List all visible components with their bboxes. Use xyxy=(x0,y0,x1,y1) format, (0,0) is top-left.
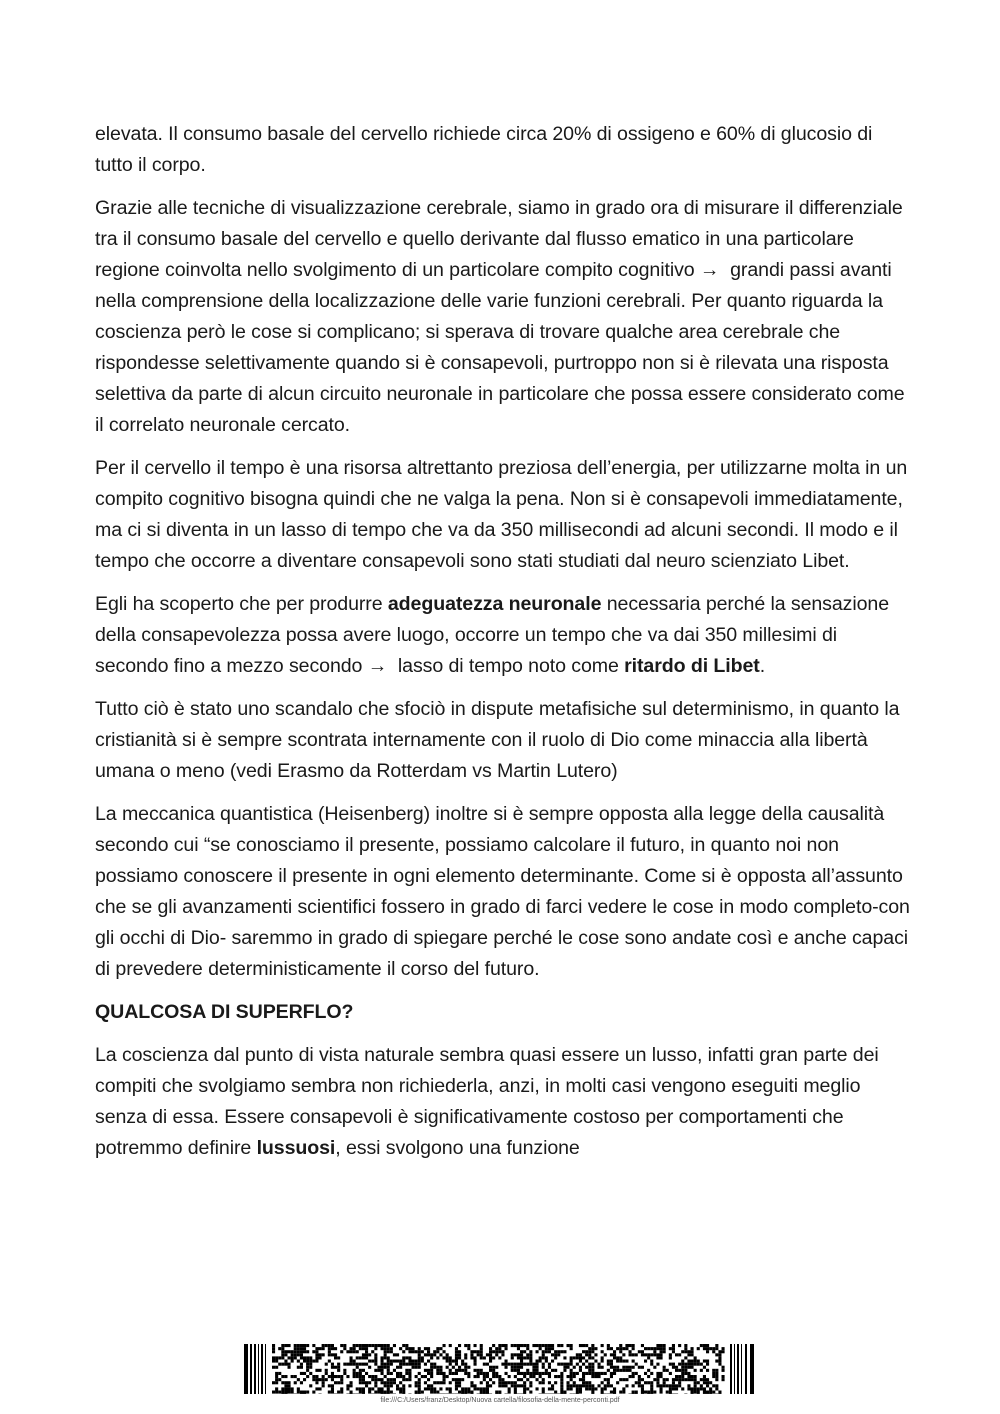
arrow-icon: → xyxy=(367,655,388,677)
paragraph: Tutto ciò è stato uno scandalo che sfociò in dispute metafisiche sul determinismo, in quanto la cristianità si è sempre scontrata internamente con il ruolo di Dio come minaccia alla libertà umana o meno (vedi Erasmo da Rotterdam vs Martin Lutero) xyxy=(95,698,900,782)
paragraph: Grazie alle tecniche di visualizzazione cerebrale, siamo in grado ora di misurare il differenziale tra il consumo basale del cervello e quello derivante dal flusso ematico in una particolare regione coinvolta nello svolgimento di un particolare compito cognitivo → grandi passi avanti nella comprensione della localizzazione delle varie funzioni cerebrali. Per quanto riguarda la coscienza però le cose si complicano; si sperava di trovare qualche area cerebrale che rispondesse selettivamente quando si è consapevoli, purtroppo non si è rilevata una risposta selettiva da parte di alcun circuito neuronale in particolare che possa essere considerato come il correlato neuronale cercato. xyxy=(95,197,905,436)
paragraph: elevata. Il consumo basale del cervello richiede circa 20% di ossigeno e 60% di glucosio di tutto il corpo. xyxy=(95,123,873,176)
paragraph: Egli ha scoperto che per produrre adeguatezza neuronale necessaria perché la sensazione della consapevolezza possa avere luogo, occorre un tempo che va dai 350 millesimi di secondo fino a mezzo secondo → lasso di tempo noto come ritardo di Libet. xyxy=(95,593,890,677)
document-body xyxy=(95,119,910,1176)
arrow-icon: → xyxy=(699,259,720,281)
bold-term: adeguatezza neuronale xyxy=(387,593,602,615)
section-heading: QUALCOSA DI SUPERFLO? xyxy=(95,1001,354,1023)
bold-term: lussuosi xyxy=(256,1137,336,1159)
page-footer xyxy=(0,1344,1000,1414)
barcode-icon xyxy=(244,1344,756,1394)
paragraph: La meccanica quantistica (Heisenberg) inoltre si è sempre opposta alla legge della causalità secondo cui “se conosciamo il presente, possiamo calcolare il futuro, in quanto noi non possiamo conoscere il presente in ogni elemento determinante. Come si è opposta all’assunto che se gli avanzamenti scientifici fossero in grado di farci vedere le cose in modo completo-con gli occhi di Dio- saremmo in grado di spiegare perché le cose sono andate così e anche capaci di prevedere deterministicamente il corso del futuro. xyxy=(95,803,910,980)
paragraph: Per il cervello il tempo è una risorsa altrettanto preziosa dell’energia, per utilizzarne molta in un compito cognitivo bisogna quindi che ne valga la pena. Non si è consapevoli immediatamente, ma ci si diventa in un lasso di tempo che va da 350 millisecondi ad alcuni secondi. Il modo e il tempo che occorre a diventare consapevoli sono stati studiati dal neuro scienziato Libet. xyxy=(95,457,908,572)
file-path: file:///C:/Users/franz/Desktop/Nuova cartella/filosofia-della-mente-perconti.pdf xyxy=(380,1397,620,1404)
paragraph: La coscienza dal punto di vista naturale sembra quasi essere un lusso, infatti gran parte dei compiti che svolgiamo sembra non richiederla, anzi, in molti casi vengono eseguiti meglio senza di essa. Essere consapevoli è significativamente costoso per comportamenti che potremmo definire lussuosi, essi svolgono una funzione xyxy=(95,1044,879,1159)
bold-term: ritardo di Libet xyxy=(624,655,760,677)
